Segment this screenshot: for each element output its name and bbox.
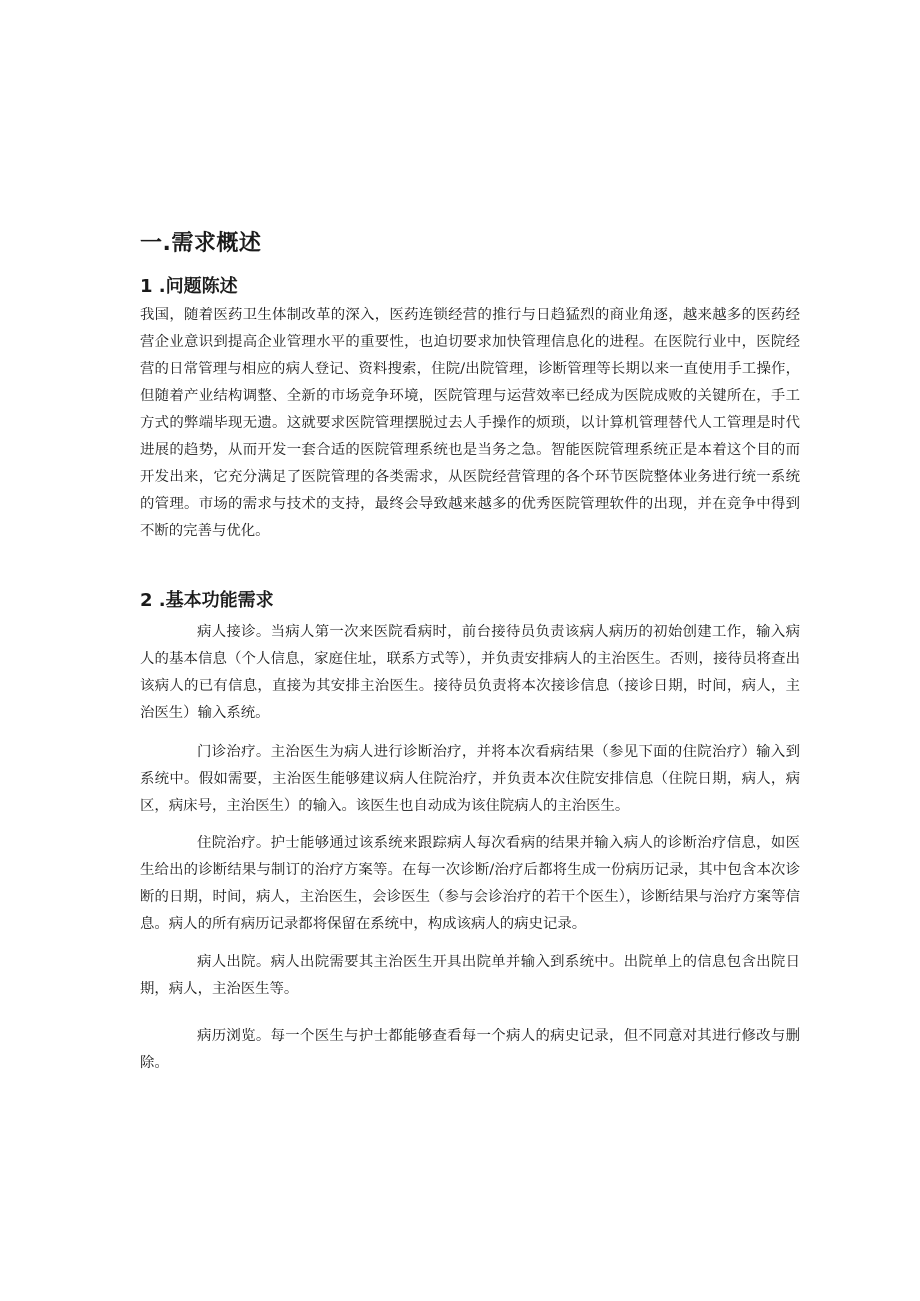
inpatient-treatment-paragraph: 住院治疗。护士能够通过该系统来跟踪病人每次看病的结果并输入病人的诊断治疗信息，如医生给出的诊断结果与制订的治疗方案等。在每一次诊断/治疗后都将生成一份病历记录，其中包含本次诊断的日期，时间，病人，主治医生，会诊医生（参与会诊治疗的若干个医生），诊断结果与治疗方案等信息。病人的所有病历记录都将保留在系统中，构成该病人的病史记录。 bbox=[140, 835, 800, 932]
patient-discharge-paragraph: 病人出院。病人出院需要其主治医生开具出院单并输入到系统中。出院单上的信息包含出院日期，病人，主治医生等。 bbox=[140, 954, 800, 997]
patient-reception-paragraph: 病人接诊。当病人第一次来医院看病时，前台接待员负责该病人病历的初始创建工作，输入病人的基本信息（个人信息，家庭住址，联系方式等），并负责安排病人的主治医生。否则，接待员将查出该病人的已有信息，直接为其安排主治医生。接待员负责将本次接诊信息（接诊日期，时间，病人，主治医生）输入系统。 bbox=[140, 624, 800, 721]
record-browsing-paragraph: 病历浏览。每一个医生与护士都能够查看每一个病人的病史记录，但不同意对其进行修改与删除。 bbox=[140, 1028, 800, 1071]
basic-functions-heading: 2 .基本功能需求 bbox=[140, 590, 274, 611]
problem-statement-paragraph: 我国，随着医药卫生体制改革的深入，医药连锁经营的推行与日趋猛烈的商业角逐，越来越多的医药经营企业意识到提高企业管理水平的重要性，也迫切要求加快管理信息化的进程。在医院行业中，医院经营的日常管理与相应的病人登记、资料搜索，住院/出院管理，诊断管理等长期以来一直使用手工操作，但随着产业结构调整、全新的市场竞争环境，医院管理与运营效率已经成为医院成败的关键所在，手工方式的弊端毕现无遗。这就要求医院管理摆脱过去人手操作的烦琐，以计算机管理替代人工管理是时代进展的趋势，从而开发一套合适的医院管理系统也是当务之急。智能医院管理系统正是本着这个目的而开发出来，它充分满足了医院管理的各类需求，从医院经营管理的各个环节医院整体业务进行统一系统的管理。市场的需求与技术的支持，最终会导致越来越多的优秀医院管理软件的出现，并在竞争中得到不断的完善与优化。 bbox=[140, 307, 800, 539]
problem-statement-heading: 1 .问题陈述 bbox=[140, 276, 238, 297]
outpatient-treatment-paragraph: 门诊治疗。主治医生为病人进行诊断治疗，并将本次看病结果（参见下面的住院治疗）输入到系统中。假如需要，主治医生能够建议病人住院治疗，并负责本次住院安排信息（住院日期，病人，病区，病床号，主治医生）的输入。该医生也自动成为该住院病人的主治医生。 bbox=[140, 744, 800, 814]
section-title: 一.需求概述 bbox=[140, 231, 262, 256]
